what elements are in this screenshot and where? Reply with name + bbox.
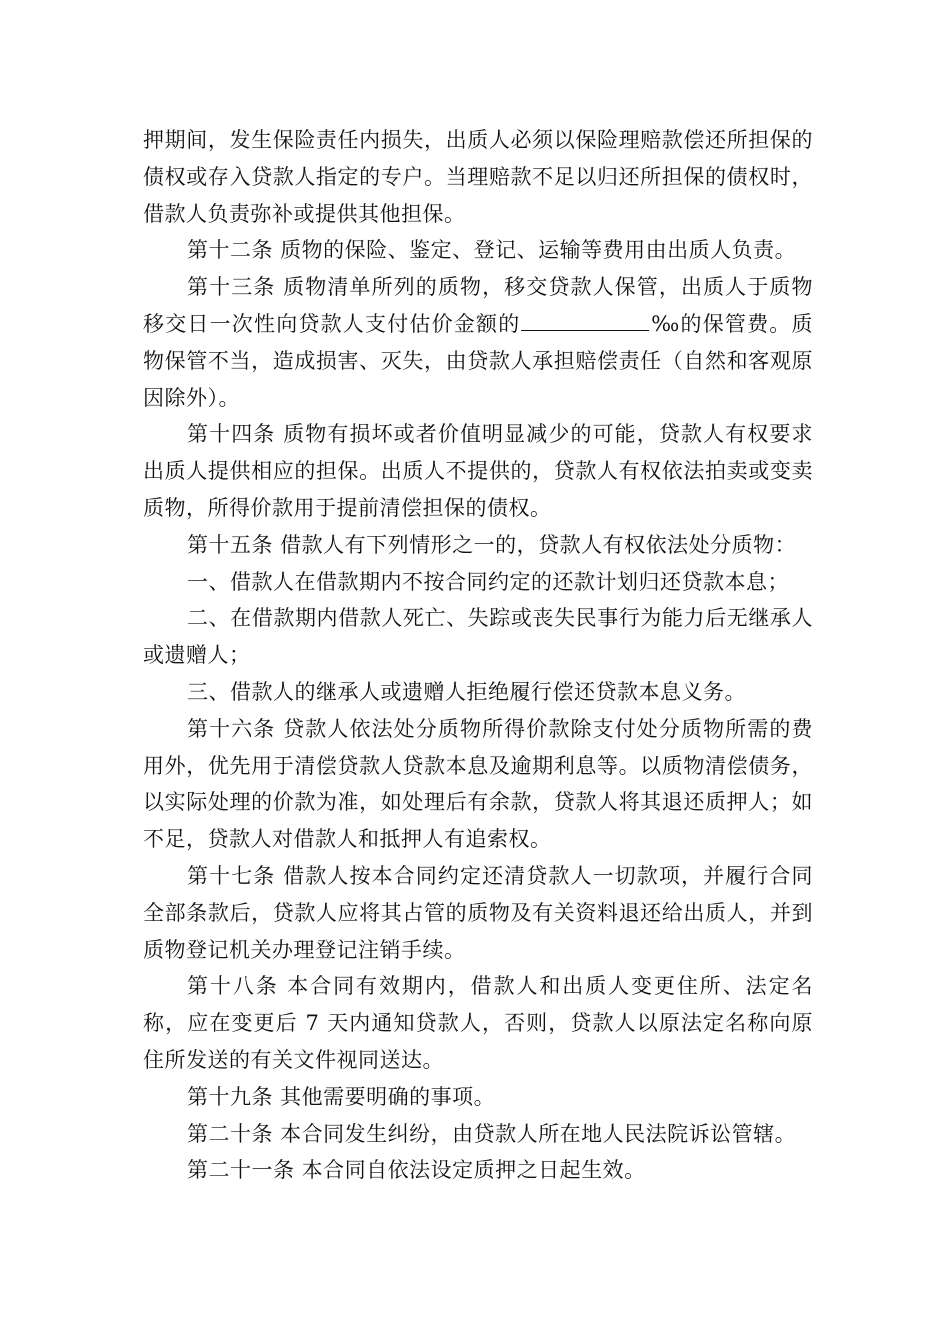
article-15-item-1: 一、借款人在借款期内不按合同约定的还款计划归还贷款本息； [187,569,789,594]
article-16: 第十六条 贷款人依法处分质物所得价款除支付处分质物所需的费用外，优先用于清偿贷款人贷款本息及逾期利息等。以质物清偿债务，以实际处理的价款为准，如处理后有余款，贷款人将其退还质押人；如不足，贷款人对借款人和抵押人有追索权。 [143,716,813,852]
article-15-item-2: 二、在借款期内借款人死亡、失踪或丧失民事行为能力后无继承人或遗赠人； [143,606,813,668]
fee-rate-blank-field[interactable] [521,308,649,331]
article-20: 第二十条 本合同发生纠纷，由贷款人所在地人民法院诉讼管辖。 [187,1121,797,1146]
article-13 [143,269,813,416]
document-page [143,122,813,1189]
paragraph-continuation: 押期间，发生保险责任内损失，出质人必须以保险理赔款偿还所担保的债权或存入贷款人指定的专户。当理赔款不足以归还所担保的债权时，借款人负责弥补或提供其他担保。 [143,128,813,226]
article-13-text-after: ‰的保管费。质物保管不当，造成损害、灭失，由贷款人承担赔偿责任（自然和客观原因除外）。 [143,311,814,410]
article-12: 第十二条 质物的保险、鉴定、登记、运输等费用由出质人负责。 [187,238,797,263]
article-18: 第十八条 本合同有效期内，借款人和出质人变更住所、法定名称，应在变更后 7 天内通知贷款人，否则，贷款人以原法定名称向原住所发送的有关文件视同送达。 [143,974,813,1072]
article-15-item-3: 三、借款人的继承人或遗赠人拒绝履行偿还贷款本息义务。 [187,679,746,704]
article-14: 第十四条 质物有损坏或者价值明显减少的可能，贷款人有权要求出质人提供相应的担保。出质人不提供的，贷款人有权依法拍卖或变卖质物，所得价款用于提前清偿担保的债权。 [143,422,813,520]
article-17: 第十七条 借款人按本合同约定还清贷款人一切款项，并履行合同全部条款后，贷款人应将其占管的质物及有关资料退还给出质人，并到质物登记机关办理登记注销手续。 [143,863,813,962]
article-13-text-before: 第十三条 质物清单所列的质物，移交贷款人保管，出质人于质物移交日一次性向贷款人支付估价金额的 [143,275,813,336]
article-19: 第十九条 其他需要明确的事项。 [187,1084,496,1109]
article-21: 第二十一条 本合同自依法设定质押之日起生效。 [187,1158,646,1183]
article-15: 第十五条 借款人有下列情形之一的，贷款人有权依法处分质物： [187,532,797,557]
